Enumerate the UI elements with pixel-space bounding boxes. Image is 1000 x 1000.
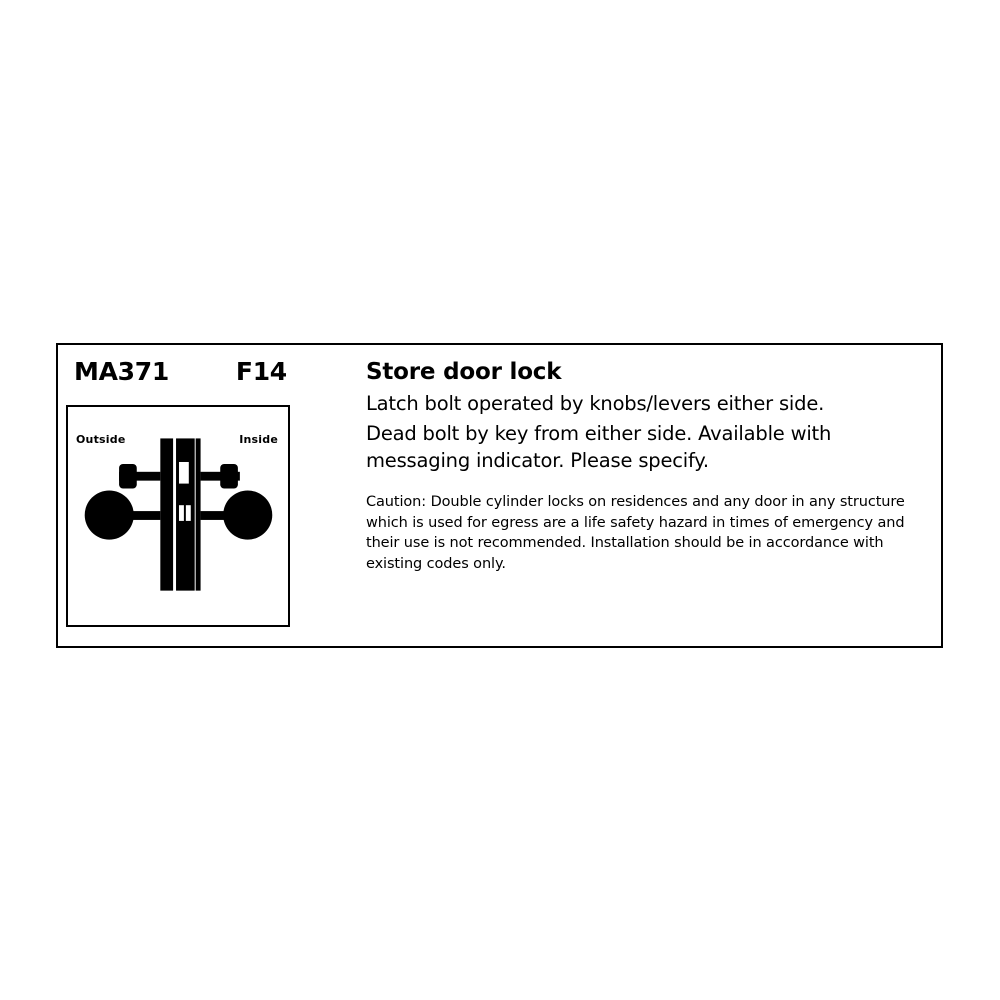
diagram-outside-label: Outside (76, 433, 126, 446)
description-line-2: Dead bolt by key from either side. Available with messaging indicator. Please specify. (366, 422, 832, 473)
right-column (366, 359, 932, 589)
left-column (68, 357, 298, 386)
product-spec-card (56, 343, 943, 648)
caution-text: Caution: Double cylinder locks on residences and any door in any structure which is used for egress are a life safety hazard in times of emergency and their use is not recommended. Installation should be in accordance with existing codes only. (366, 494, 905, 572)
diagram-inside-label: Inside (239, 433, 278, 446)
function-code: F14 (235, 357, 287, 386)
code-row (68, 357, 298, 386)
mortise-lock-diagram-icon (68, 407, 288, 625)
model-code: MA371 (74, 357, 169, 386)
product-title: Store door lock (366, 359, 562, 385)
description-line-1: Latch bolt operated by knobs/levers either side. (366, 392, 825, 416)
lock-diagram-box (66, 405, 290, 627)
